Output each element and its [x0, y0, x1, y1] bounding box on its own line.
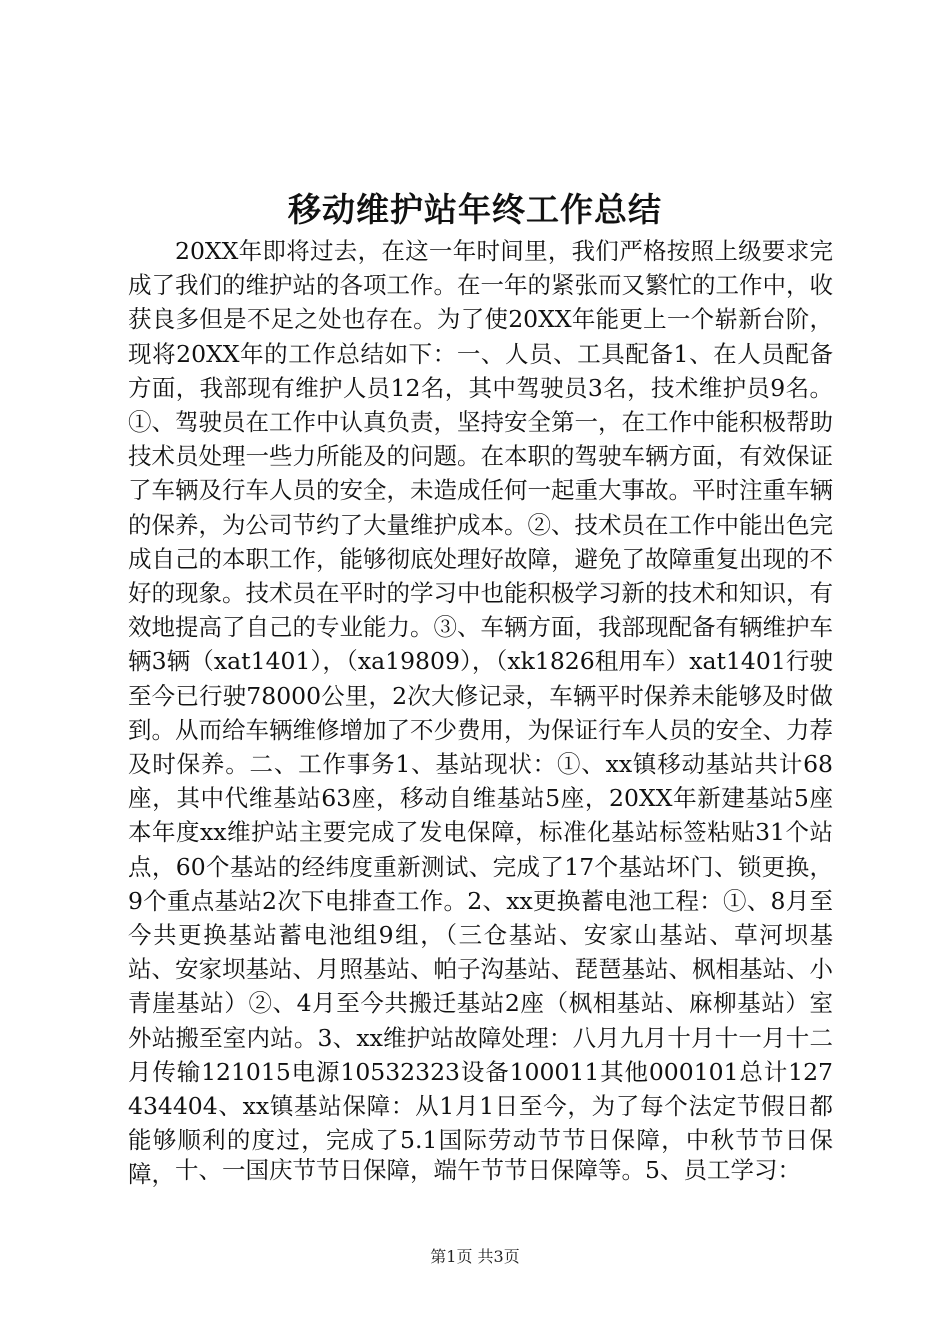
page-number-footer: 第1页 共3页 — [430, 1247, 520, 1266]
document-title: 移动维护站年终工作总结 — [288, 190, 662, 229]
body-paragraph: 20XX年即将过去，在这一年时间里，我们严格按照上级要求完成了我们的维护站的各项工作。在一年的紧张而又繁忙的工作中，收获良多但是不足之处也存在。为了使20XX年能更上一个崭新台阶，现将20XX年的工作总结如下：一、人员、工具配备1、在人员配备方面，我部现有维护人员12名，其中驾驶员3名，技术维护员9名。①、驾驶员在工作中认真负责，坚持安全第一，在工作中能积极帮助技术员处理一些力所能及的问题。在本职的驾驶车辆方面，有效保证了车辆及行车人员的安全，未造成任何一起重大事故。平时注重车辆的保养，为公司节约了大量维护成本。②、技术员在工作中能出色完成自己的本职工作，能够彻底处理好故障，避免了故障重复出现的不好的现象。技术员在平时的学习中也能积极学习新的技术和知识，有效地提高了自己的专业能力。③、车辆方面，我部现配备有辆维护车辆3辆（xat1401），（xa19809），（xk1826租用车）xat1401行驶至今已行驶78000公里，2次大修记录，车辆平时保养未能够及时做到。从而给车辆维修增加了不少费用，为保证行车人员的安全、力荐及时保养。二、工作事务1、基站现状：①、xx镇移动基站共计68座，其中代维基站63座，移动自维基站5座，20XX年新建基站5座本年度xx维护站主要完成了发电保障，标准化基站标签粘贴31个站点，60个基站的经纬度重新测试、完成了17个基站坏门、锁更换，9个重点基站2次下电排查工作。2、xx更换蓄电池工程：①、8月至今共更换基站蓄电池组9组，（三仓基站、安家山基站、草河坝基站、安家坝基站、月照基站、帕子沟基站、琵琶基站、枫相基站、小青崖基站）②、4月至今共搬迁基站2座（枫相基站、麻柳基站）室外站搬至室内站。3、xx维护站故障处理：八月九月十月十一月十二月传输121015电源10532323设备100011其他000101总计127434404、xx镇基站保障：从1月1日至今，为了每个法定节假日都能够顺利的度过，完成了5.1国际劳动节节日保障，中秋节节日保障， — [128, 237, 833, 1189]
body-paragraph: 十、一国庆节节日保障，端午节节日保障等。5、员工学习： — [175, 1156, 801, 1184]
